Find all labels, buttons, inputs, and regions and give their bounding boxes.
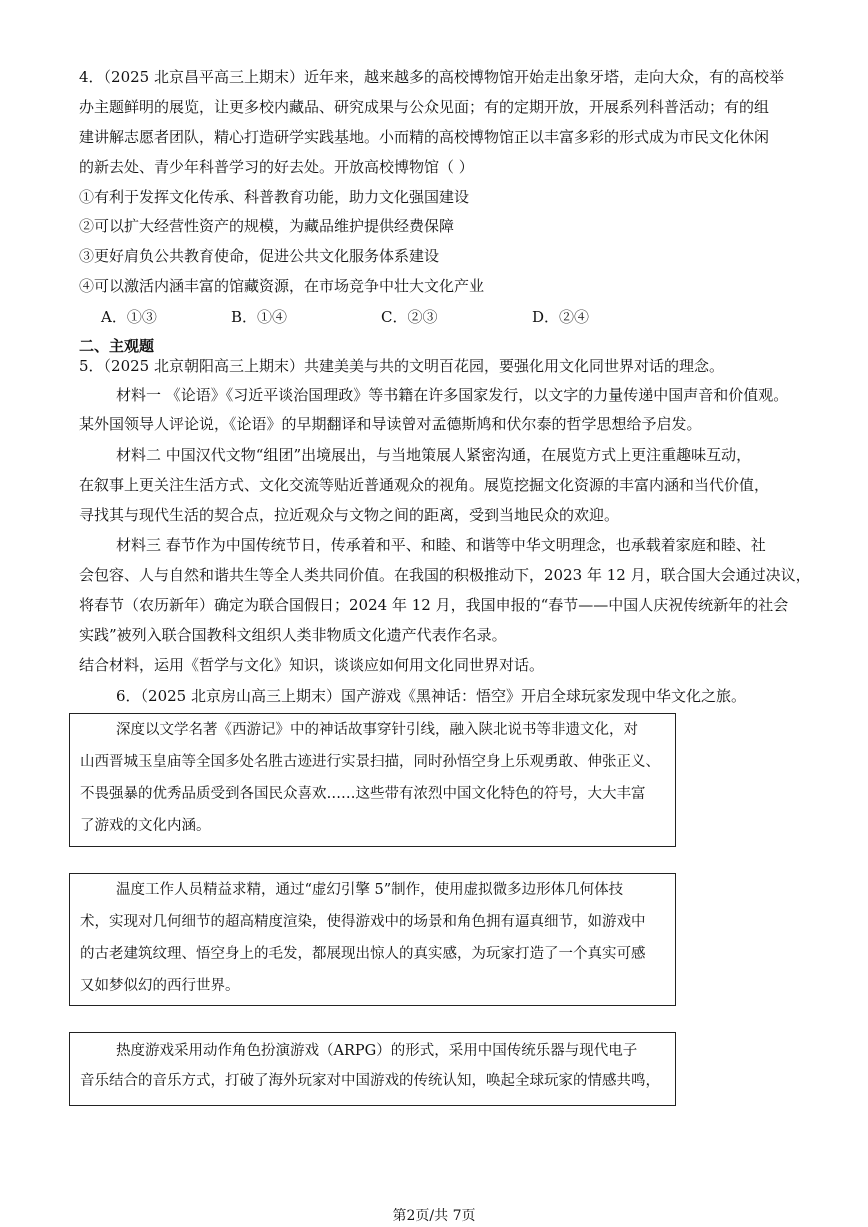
box1-line-3: 不畏强暴的优秀品质受到各国民众喜欢……这些带有浓烈中国文化特色的符号，大大丰富 [80,786,646,802]
q5-material-line-3: 材料二 中国汉代文物“组团”出境展出，与当地策展人紧密沟通，在展览方式上更注重趣味互动， [116,446,752,464]
q4-statement-1: ①有利于发挥文化传承、科普教育功能，助力文化强国建设 [79,188,470,206]
q5-material-line-4: 在叙事上更关注生活方式、文化交流等贴近普通观众的视角。展览挖掘文化资源的丰富内涵和当代价值， [79,476,770,494]
q5-question: 结合材料，运用《哲学与文化》知识，谈谈应如何用文化同世界对话。 [79,656,545,674]
q5-material-line-7: 会包容、人与自然和谐共生等全人类共同价值。在我国的积极推动下，2023 年 12 月，联合国大会通过决议， [79,566,811,584]
q5-material-line-8: 将春节（农历新年）确定为联合国假日；2024 年 12 月，我国申报的“春节——中国人庆祝传统新年的社会 [79,596,789,614]
q4-stem-line-2: 办主题鲜明的展览，让更多校内藏品、研究成果与公众见面；有的定期开放，开展系列科普活动；有的组 [79,98,770,116]
material-box-popularity [69,1032,676,1106]
box3-line-2: 音乐结合的音乐方式，打破了海外玩家对中国游戏的传统认知，唤起全球玩家的情感共鸣， [80,1073,660,1089]
material-box-depth [69,713,676,847]
q6-stem: 6．（2025 北京房山高三上期末）国产游戏《黑神话：悟空》开启全球玩家发现中华文化之旅。 [116,687,746,705]
q4-option-b: B．①④ [231,308,288,326]
q4-stem-line-4: 的新去处、青少年科普学习的好去处。开放高校博物馆（ ） [79,158,474,176]
q4-statement-3: ③更好肩负公共教育使命，促进公共文化服务体系建设 [79,247,440,265]
q5-material-line-9: 实践”被列入联合国教科文组织人类非物质文化遗产代表作名录。 [79,626,507,644]
box2-line-3: 的古老建筑纹理、悟空身上的毛发，都展现出惊人的真实感，为玩家打造了一个真实可感 [80,946,646,962]
q5-stem: 5．（2025 北京朝阳高三上期末）共建美美与共的文明百花园，要强化用文化同世界对话的理念。 [79,357,724,375]
box2-line-1: 温度工作人员精益求精，通过“虚幻引擎 5”制作，使用虚拟微多边形体几何体技 [116,882,624,898]
box1-line-1: 深度以文学名著《西游记》中的神话故事穿针引线，融入陕北说书等非遗文化，对 [116,722,638,738]
box3-line-1: 热度游戏采用动作角色扮演游戏（ARPG）的形式，采用中国传统乐器与现代电子 [116,1043,638,1059]
section-title: 二、主观题 [79,337,155,355]
box1-line-2: 山西晋城玉皇庙等全国多处名胜古迹进行实景扫描，同时孙悟空身上乐观勇敢、伸张正义、 [80,754,660,770]
q4-option-a: A．①③ [101,308,157,326]
q4-option-c: C．②③ [381,308,438,326]
q5-material-line-6: 材料三 春节作为中国传统节日，传承着和平、和睦、和谐等中华文明理念，也承载着家庭和睦、社 [116,536,766,554]
q5-material-line-1: 材料一 《论语》《习近平谈治国理政》等书籍在许多国家发行，以文字的力量传递中国声音和价值观。 [116,386,789,404]
q4-statement-4: ④可以激活内涵丰富的馆藏资源，在市场竞争中壮大文化产业 [79,277,485,295]
q5-material-line-2: 某外国领导人评论说，《论语》的早期翻译和导读曾对孟德斯鸠和伏尔泰的哲学思想给予启发。 [79,415,702,433]
material-box-precision [69,873,676,1006]
q5-material-line-5: 寻找其与现代生活的契合点，拉近观众与文物之间的距离，受到当地民众的欢迎。 [79,506,620,524]
q4-option-d: D．②④ [532,308,590,326]
page-number: 第2页/共 7页 [392,1208,476,1224]
box2-line-2: 术，实现对几何细节的超高精度渲染，使得游戏中的场景和角色拥有逼真细节，如游戏中 [80,914,646,930]
q4-stem-line-1: 4．（2025 北京昌平高三上期末）近年来，越来越多的高校博物馆开始走出象牙塔，走向大众，有的高校举 [79,68,784,86]
q4-stem-line-3: 建讲解志愿者团队，精心打造研学实践基地。小而精的高校博物馆正以丰富多彩的形式成为市民文化休闲 [79,128,770,146]
box1-line-4: 了游戏的文化内涵。 [80,818,211,834]
box2-line-4: 又如梦似幻的西行世界。 [80,978,240,994]
q4-statement-2: ②可以扩大经营性资产的规模，为藏品维护提供经费保障 [79,217,455,235]
